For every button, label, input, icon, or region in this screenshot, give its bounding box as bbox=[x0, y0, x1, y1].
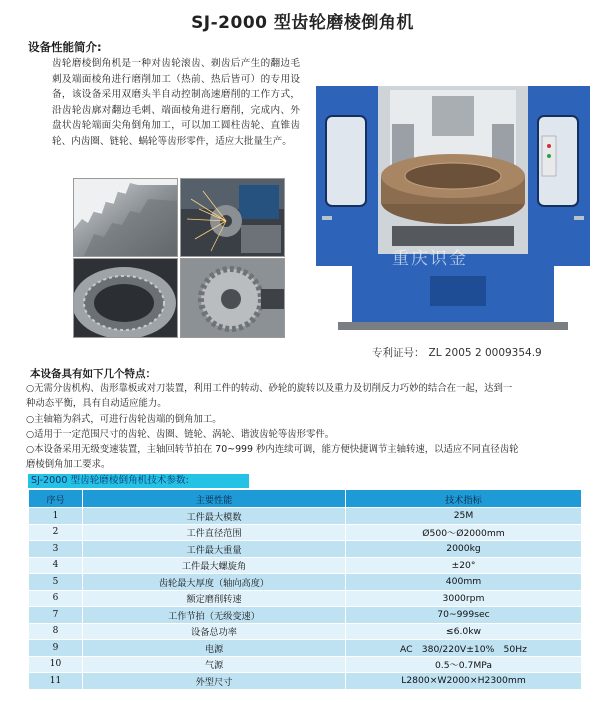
row-index: 5 bbox=[29, 574, 83, 591]
row-property: 额定磨削转速 bbox=[83, 590, 346, 607]
row-index: 1 bbox=[29, 508, 83, 525]
row-value: AC 380/220V±10% 50Hz bbox=[346, 640, 582, 657]
feature-line: ○无需分齿机构、齿形靠板或对刀装置，利用工件的转动、砂轮的旋转以及重力及切削反力巧妙的结合在一起，达到一 bbox=[26, 383, 513, 394]
row-property: 电源 bbox=[83, 640, 346, 657]
table-row bbox=[29, 607, 582, 624]
features-heading: 本设备具有如下几个特点： bbox=[30, 368, 156, 380]
patent-value: ZL 2005 2 0009354.9 bbox=[428, 347, 542, 359]
row-value: 70~999sec bbox=[346, 607, 582, 624]
header-index: 序号 bbox=[29, 490, 83, 508]
row-index: 11 bbox=[29, 673, 83, 690]
row-value: 3000rpm bbox=[346, 590, 582, 607]
row-index: 4 bbox=[29, 557, 83, 574]
machine-photo bbox=[312, 76, 594, 340]
feature-line: ○主轴箱为斜式，可进行齿轮齿端的倒角加工。 bbox=[26, 413, 222, 425]
row-index: 2 bbox=[29, 524, 83, 541]
feature-line: ○本设备采用无级变速装置，主轴回转节拍在 70~999 秒内连续可调，能方便快捷调节主轴转速，以适应不同直径齿轮 bbox=[26, 444, 519, 456]
spec-table-caption: SJ-2000 型齿轮磨棱倒角机技术参数: bbox=[28, 474, 249, 488]
header-value: 技术指标 bbox=[346, 490, 582, 508]
row-value: ±20° bbox=[346, 557, 582, 574]
row-index: 9 bbox=[29, 640, 83, 657]
row-index: 7 bbox=[29, 607, 83, 624]
row-value: ≤6.0kw bbox=[346, 623, 582, 640]
row-value: 0.5～0.7MPa bbox=[346, 656, 582, 673]
grinding-sparks-photo bbox=[180, 178, 285, 257]
feature-line: 磨棱倒角加工要求。 bbox=[26, 459, 111, 471]
table-row bbox=[29, 656, 582, 673]
feature-line: 种动态平衡，具有自动适应能力。 bbox=[26, 398, 167, 410]
spec-table bbox=[28, 489, 582, 690]
row-property: 设备总功率 bbox=[83, 623, 346, 640]
row-property: 工件最大模数 bbox=[83, 508, 346, 525]
watermark: 重庆识金 bbox=[392, 249, 468, 269]
row-value: Ø500～Ø2000mm bbox=[346, 524, 582, 541]
page-title: SJ-2000 型齿轮磨棱倒角机 bbox=[191, 13, 414, 33]
header-property: 主要性能 bbox=[83, 490, 346, 508]
patent-label: 专利证号： bbox=[372, 347, 425, 359]
row-value: 25M bbox=[346, 508, 582, 525]
spec-table-body bbox=[29, 508, 582, 690]
table-row bbox=[29, 508, 582, 525]
feature-line: ○适用于一定范围尺寸的齿轮、齿圈、链轮、涡轮、谐波齿轮等齿形零件。 bbox=[26, 428, 335, 440]
row-property: 外型尺寸 bbox=[83, 673, 346, 690]
table-row bbox=[29, 673, 582, 690]
gear-teeth-photo bbox=[73, 178, 178, 257]
intro-paragraph: 齿轮磨棱倒角机是一种对齿轮滚齿、剃齿后产生的翻边毛刺及端面棱角进行磨削加工（热前、热后皆可）的专用设备，该设备采用双磨头半自动控制高速磨削的工作方式，沿齿轮齿廓对翻边毛刺、端面棱角进行磨削，完成内、外盘状齿轮端面尖角倒角加工，可以加工圆柱齿轮、直锥齿轮、内齿圈、链轮、蜗轮等齿形零件，适应大批量生产。 bbox=[52, 58, 300, 147]
table-row bbox=[29, 524, 582, 541]
patent-number bbox=[372, 345, 542, 360]
row-index: 3 bbox=[29, 541, 83, 558]
row-property: 工件最大螺旋角 bbox=[83, 557, 346, 574]
row-property: 工作节拍（无级变速） bbox=[83, 607, 346, 624]
spec-table-header bbox=[29, 490, 582, 508]
row-index: 10 bbox=[29, 656, 83, 673]
row-value: 2000kg bbox=[346, 541, 582, 558]
row-value: L2800×W2000×H2300mm bbox=[346, 673, 582, 690]
table-row bbox=[29, 541, 582, 558]
spur-gear-photo bbox=[180, 258, 285, 338]
table-row bbox=[29, 574, 582, 591]
table-row bbox=[29, 590, 582, 607]
row-property: 齿轮最大厚度（轴向高度） bbox=[83, 574, 346, 591]
row-property: 气源 bbox=[83, 656, 346, 673]
row-property: 工件最大重量 bbox=[83, 541, 346, 558]
row-property: 工件直径范围 bbox=[83, 524, 346, 541]
row-value: 400mm bbox=[346, 574, 582, 591]
features-list bbox=[26, 381, 578, 473]
table-row bbox=[29, 623, 582, 640]
table-row bbox=[29, 557, 582, 574]
intro-heading: 设备性能简介: bbox=[28, 40, 102, 54]
ring-gear-photo bbox=[73, 258, 178, 338]
row-index: 6 bbox=[29, 590, 83, 607]
table-row bbox=[29, 640, 582, 657]
row-index: 8 bbox=[29, 623, 83, 640]
